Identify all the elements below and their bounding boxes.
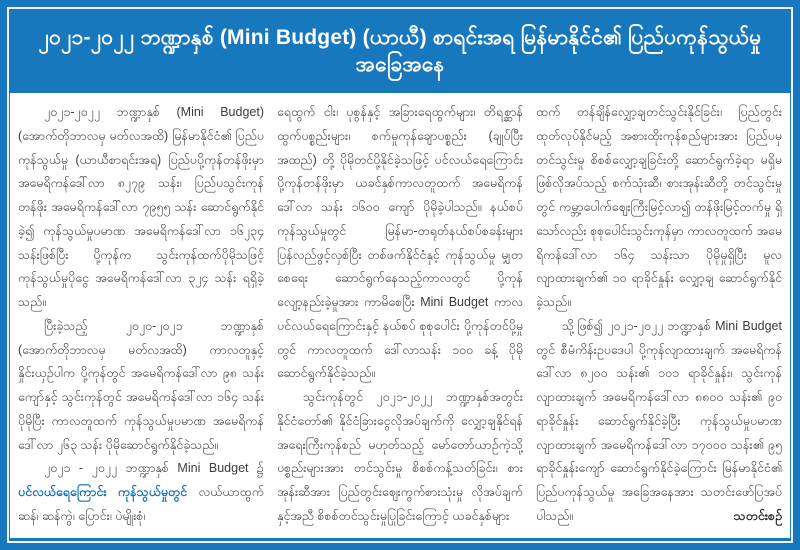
paragraph-imports-result: ထက် တန်ချိန်လျှော့ချတင်သွင်းနိုင်ခြင်း၊ ပြည်တွင်းထုတ်လုပ်နိုင်မည့် အစားထိုးကုန်စည်များအား ပြည်ပမှတင်သွင်းမှု စိစစ်လျှော့ချခြင်းတို့ ဆောင်ရွက်ခဲ့ရာ မရှိမဖြစ်လိုအပ်သည့် စက်သုံးဆီ၊ စားအုန်းဆီတို့ တင်သွင်းမှုတွင် ကမ္ဘာ့ပေါက်ဈေးကြီးမြင့်လာ၍ တန်ဖိုးမြင့်တက်မှု ရှိသော်လည်း စုစုပေါင်းသွင်းကုန်မှာ ကာလတူထက် အမေရိကန်ဒေါ်လာ ၁၆၄ သန်းသာ ပိုမိုမှုရှိပြီး မူလလျာထားချက်၏ ၁၀ ရာခိုင်နှုန်း လျှော့ချ ဆောင်ရွက်နိုင်ခဲ့သည်။ [536, 105, 782, 309]
paragraph-conclusion [536, 315, 782, 529]
sea-trade-intro-text: ၂၀၂၁ - ၂၀၂၂ ဘဏ္ဍာနှစ် Mini Budget ၌ [44, 461, 264, 476]
paragraph-yoy-comparison: ပြီးခဲ့သည့် ၂၀၂၀-၂၀၂၁ ဘဏ္ဍာနှစ် (အောက်တိုဘာလမှ မတ်လအထိ) ကာလတူနှင့် နှိုင်းယှဉ်ပါက ပို့ကုန်တွင် အမေရိကန်ဒေါ်လာ ၉၈ သန်းကျော်နှင့် သွင်းကုန်တွင် အမေရိကန်ဒေါ်လာ ၁၆၄ သန်း ပိုမိုပြီး ကာလတူထက် ကုန်သွယ်မှုပမာဏ အမေရိကန်ဒေါ်လာ ၂၆၃ သန်း ပိုမိုဆောင်ရွက်နိုင်ခဲ့သည်။ [18, 318, 264, 452]
paragraph-sea-trade-intro [18, 457, 264, 528]
conclusion-text: သို့ဖြစ်၍ ၂၀၂၁-၂၀၂၂ ဘဏ္ဍာနှစ် Mini Budget တွင် စီမံကိန်းဥပဒေပါ ပို့ကုန်လျာထားချက် အမေရိကန်ဒေါ်လာ ၈၂၀၀ သန်း၏ ၁၀၁ ရာခိုင်နှုန်း၊ သွင်းကုန်လျာထားချက် အမေရိကန်ဒေါ်လာ ၈၈၀၀ သန်း၏ ၉၀ ရာခိုင်နှုန်း ဆောင်ရွက်နိုင်ခဲ့ပြီး ကုန်သွယ်မှုပမာဏ လျာထားချက် အမေရိကန်ဒေါ်လာ ၁၇၀၀၀ သန်း၏ ၉၅ ရာခိုင်နှုန်းကျော် ဆောင်ရွက်နိုင်ခဲ့ကြောင်း မြန်မာနိုင်ငံ၏ ပြည်ပကုန်သွယ်မှု အခြေအနေအား သတင်းဖော်ပြအပ်ပါသည်။ [536, 318, 782, 523]
paragraph-imports-policy: သွင်းကုန်တွင် ၂၀၂၁-၂၀၂၂ ဘဏ္ဍာနှစ်အတွင်း နိုင်ငံတော်၏ နိုင်ငံခြားငွေလိုအပ်ချက်ကို လျှော့ချနိုင်ရန် အရေးကြီးကုန်စည် မဟုတ်သည့် မော်တော်ယာဉ်ကဲ့သို့ ပစ္စည်းများအား တင်သွင်းမှု စိစစ်ကန့်သတ်ခြင်း၊ စားအုန်းဆီအား ပြည်တွင်းဈေးကွက်စားသုံးမှု လိုအပ်ချက်နှင့်အညီ စိစစ်တင်သွင်းမှုပြုခြင်းကြောင့် ယခင်နှစ်များ [277, 390, 523, 523]
title-banner [9, 9, 791, 93]
paragraph-exports-detail: ရေထွက် ငါး၊ ပုစွန်နှင့် အခြားရေထွက်များ၊ တိရစ္ဆာန်ထွက်ပစ္စည်းများ၊ စက်မှုကုန်ချောပစ္စည်း (ချုပ်ပြီးအထည်) တို့ ပိုမိုတင်ပို့နိုင်ခဲ့သဖြင့် ပင်လယ်ရေကြောင်း ပို့ကုန်တန်ဖိုးမှာ ယခင်နှစ်ကာလတူထက် အမေရိကန်ဒေါ်လာ သန်း ၁၆၀၀ ကျော် ပိုမိုခဲ့ပါသည်။ နယ်စပ်ကုန်သွယ်မှုတွင် မြန်မာ-တရုတ်နယ်စပ်စခန်းများ ပြန်လည်ဖွင့်လှစ်ပြီး တစ်ဖက်နိုင်ငံနှင့် ကုန်သွယ်မှု မျှတစေရေး ဆောင်ရွက်နေသည့်ကာလတွင် ပို့ကုန်လျော့နည်းခဲ့မှုအား ကာမိစေပြီး Mini Budget ကာလ ပင်လယ်ရေကြောင်းနှင့် နယ်စပ် စုစုပေါင်း ပို့ကုန်တင်ပို့မှုတွင် ကာလတူထက် ဒေါ်လာသန်း ၁၀၀ ခန့် ပိုမိုဆောင်ရွက်နိုင်ခဲ့သည်။ [277, 105, 523, 381]
sea-trade-intro-continuation: လယ်ယာထွက် ဆန်၊ ဆန်ကွဲ၊ ပြောင်း၊ ပဲမျိုးစုံ၊ [18, 485, 264, 523]
text-column-1 [18, 101, 264, 532]
paragraph-trade-totals: ၂၀၂၁-၂၀၂၂ ဘဏ္ဍာနှစ် (Mini Budget) (အောက်တိုဘာလမှ မတ်လအထိ) မြန်မာနိုင်ငံ၏ ပြည်ပကုန်သွယ်မှု (ယာယီစာရင်းအရ) ပြည်ပပို့ကုန်တန်ဖိုးမှာ အမေရိကန်ဒေါ်လာ ၈၂၇၉ သန်း၊ ပြည်ပသွင်းကုန်တန်ဖိုး အမေရိကန်ဒေါ်လာ ၇၉၅၅ သန်း ဆောင်ရွက်နိုင်ခဲ့၍ ကုန်သွယ်မှုပမာဏ အမေရိကန်ဒေါ်လာ ၁၆၂၃၄ သန်းဖြစ်ပြီး ပို့ကုန်က သွင်းကုန်ထက်ပိုမိုသဖြင့် ကုန်သွယ်မှုပိုငွေ အမေရိကန်ဒေါ်လာ ၃၂၄ သန်း ရရှိခဲ့သည်။ [18, 105, 264, 309]
byline: သတင်းစဉ် [733, 508, 782, 523]
text-column-3 [536, 101, 782, 532]
sea-trade-highlight: ပင်လယ်ရေကြောင်း ကုန်သွယ်မှုတွင် [18, 485, 188, 499]
column-layout [18, 101, 782, 532]
article-title: ၂၀၂၁-၂၀၂၂ ဘဏ္ဍာနှစ် (Mini Budget) (ယာယီ) စာရင်းအရ မြန်မာနိုင်ငံ၏ ပြည်ပကုန်သွယ်မှု အခြေအနေ [38, 25, 762, 76]
text-column-2 [277, 101, 523, 532]
article-content [10, 93, 790, 538]
